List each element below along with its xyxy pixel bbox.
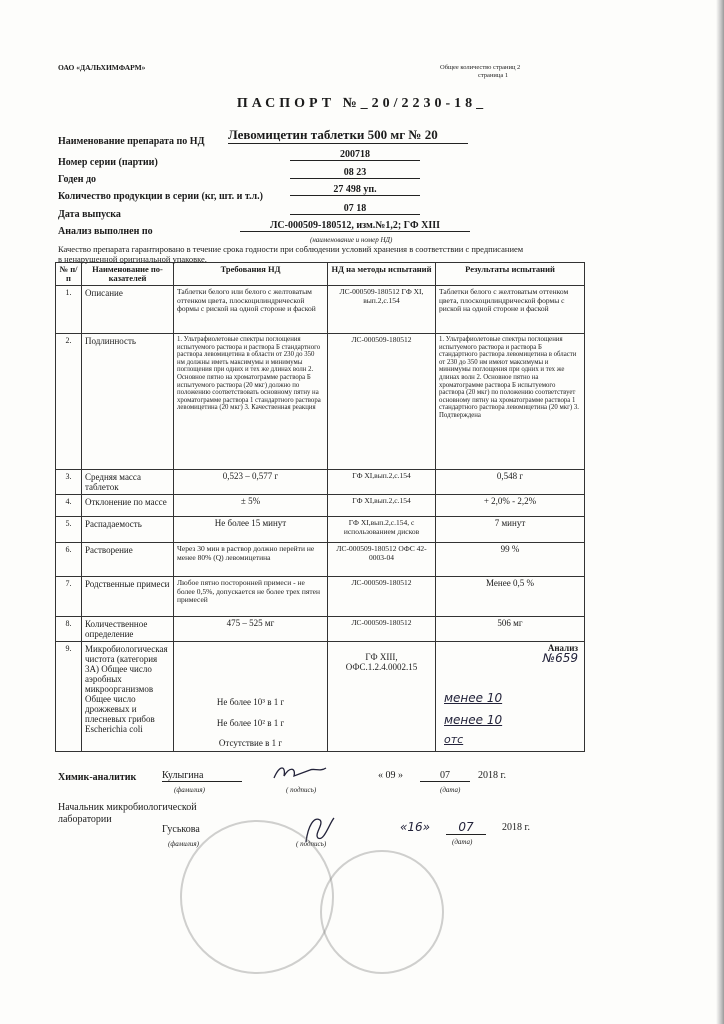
row-result: 506 мг bbox=[436, 617, 585, 642]
analysis-number: №659 bbox=[542, 651, 578, 665]
chemist-date-month: 07 bbox=[420, 770, 470, 782]
row-method: ГФ XI,вып.2,с.154, с использованием дисков bbox=[328, 517, 436, 543]
micro-head-date-day: «16» bbox=[400, 820, 431, 834]
chemist-sign-caption: ( подпись) bbox=[286, 786, 317, 794]
micro-head-date-year: 2018 г. bbox=[502, 822, 530, 833]
table-row bbox=[56, 470, 585, 495]
table-row bbox=[56, 642, 585, 752]
scan-edge bbox=[716, 0, 724, 1024]
col-header-indicator: Наименование по-казателей bbox=[82, 263, 174, 286]
chemist-name: Кулыгина bbox=[162, 770, 242, 782]
row-result bbox=[436, 642, 585, 752]
field-label-series: Номер серии (партии) bbox=[58, 157, 158, 168]
spec-table bbox=[55, 262, 585, 752]
col-header-number: № п/п bbox=[56, 263, 82, 286]
field-label-release-date: Дата выпуска bbox=[58, 209, 121, 220]
table-row bbox=[56, 617, 585, 642]
row-requirement: 1. Ультрафиолетовые спектры поглощения испытуемого раствора и раствора Б стандартного раствора левомицетина в области от 230 до 350 нм должны иметь максимумы и минимумы поглощения при одних и тех же длинах волн 2. Основное пятно на хроматограмме раствора Б испытуемого раствора (20 мкг) должно по положению соответствовать основному пятну на хроматограмме раствора 1 стандартного раствора левомицетина (20 мкг) 3. Качественная реакция bbox=[174, 334, 328, 470]
row-requirement: Через 30 мин в раствор должно перейти не менее 80% (Q) левомицетина bbox=[174, 543, 328, 577]
row-indicator: Растворение bbox=[82, 543, 174, 577]
field-value-analysis: ЛС-000509-180512, изм.№1,2; ГФ XIII bbox=[240, 220, 470, 232]
row-requirement bbox=[174, 642, 328, 752]
nd-note: (наименование и номер НД) bbox=[310, 236, 393, 244]
row-result: 1. Ультрафиолетовые спектры поглощения испытуемого раствора и раствора Б стандартного раствора левомицетина в области от 230 до 350 нм имеют максимумы и минимумы поглощения при одних и тех же длинах волн 2. Основное пятно на хроматограмме раствора Б испытуемого раствора (20 мкг) по положению соответствует основному пятну на хроматограмме раствора 1 стандартного раствора левомицетина (20 мкг) 3. Подтверждена bbox=[436, 334, 585, 470]
table-row bbox=[56, 286, 585, 334]
micro-yeast-result: менее 10 bbox=[444, 713, 503, 727]
row-method: ЛС-000509-180512 bbox=[328, 577, 436, 617]
chemist-name-caption: (фамилия) bbox=[174, 786, 205, 794]
row-requirement: Не более 15 минут bbox=[174, 517, 328, 543]
row-number: 1. bbox=[56, 286, 82, 334]
row-indicator: Микробиологическая чистота (категория 3А) Общее число аэробных микроорганизмов Общее число дрожжевых и плесневых грибов Escherichia coli bbox=[82, 642, 174, 752]
row-number: 3. bbox=[56, 470, 82, 495]
analysis-label: Анализ bbox=[547, 643, 578, 653]
chemist-date-caption: (дата) bbox=[440, 786, 461, 794]
micro-head-date-month: 07 bbox=[446, 820, 486, 835]
field-value-series: 200718 bbox=[290, 149, 420, 161]
table-row bbox=[56, 334, 585, 470]
row-method: ЛС-000509-180512 bbox=[328, 617, 436, 642]
row-indicator: Средняя масса таблеток bbox=[82, 470, 174, 495]
table-row bbox=[56, 495, 585, 517]
stamp-icon bbox=[180, 820, 334, 974]
row-method: ГФ XI,вып.2,с.154 bbox=[328, 495, 436, 517]
row-indicator: Количественное определение bbox=[82, 617, 174, 642]
row-method: ЛС-000509-180512 bbox=[328, 334, 436, 470]
row-result: 7 минут bbox=[436, 517, 585, 543]
row-method: ЛС-000509-180512 ГФ XI, вып.2,с.154 bbox=[328, 286, 436, 334]
row-method: ГФ XI,вып.2,с.154 bbox=[328, 470, 436, 495]
row-result: Таблетки белого с желтоватым оттенком цвета, плоскоцилиндрической формы с риской на одной стороне и фаской bbox=[436, 286, 585, 334]
row-method: ГФ XIII, ОФС.1.2.4.0002.15 bbox=[328, 642, 436, 752]
field-value-expiry: 08 23 bbox=[290, 167, 420, 179]
passport-title: ПАСПОРТ №_20/2230-18_ bbox=[236, 96, 488, 111]
field-value-drug: Левомицетин таблетки 500 мг № 20 bbox=[228, 127, 468, 144]
row-indicator: Родственные примеси bbox=[82, 577, 174, 617]
row-method: ЛС-000509-180512 ОФС 42-0003-04 bbox=[328, 543, 436, 577]
micro-head-sign-caption: ( подпись) bbox=[296, 840, 327, 848]
micro-yeast-req: Не более 10² в 1 г bbox=[216, 718, 285, 728]
row-result: 99 % bbox=[436, 543, 585, 577]
col-header-methods: НД на методы испытаний bbox=[328, 263, 436, 286]
field-value-release-date: 07 18 bbox=[290, 203, 420, 215]
micro-head-name: Гуськова bbox=[162, 824, 200, 835]
row-number: 2. bbox=[56, 334, 82, 470]
row-number: 9. bbox=[56, 642, 82, 752]
row-requirement: 0,523 – 0,577 г bbox=[174, 470, 328, 495]
row-number: 4. bbox=[56, 495, 82, 517]
table-header-row bbox=[56, 263, 585, 286]
micro-aerobic-req: Не более 10³ в 1 г bbox=[216, 697, 285, 707]
field-label-drug: Наименование препарата по НД bbox=[58, 136, 205, 147]
row-requirement: ± 5% bbox=[174, 495, 328, 517]
micro-aerobic-result: менее 10 bbox=[444, 691, 503, 705]
field-label-expiry: Годен до bbox=[58, 174, 97, 185]
micro-ecoli-result: отс bbox=[444, 733, 464, 746]
row-result: 0,548 г bbox=[436, 470, 585, 495]
page-number: страница 1 bbox=[478, 72, 509, 79]
col-header-results: Результаты испытаний bbox=[436, 263, 585, 286]
total-pages: Общее количество страниц 2 bbox=[440, 64, 521, 71]
table-row bbox=[56, 577, 585, 617]
row-indicator: Отклонение по массе bbox=[82, 495, 174, 517]
field-label-analysis: Анализ выполнен по bbox=[58, 226, 153, 237]
row-indicator: Описание bbox=[82, 286, 174, 334]
chemist-signature-icon bbox=[270, 760, 330, 784]
micro-head-label: Начальник микробиологической лаборатории bbox=[58, 802, 197, 825]
row-requirement: 475 – 525 мг bbox=[174, 617, 328, 642]
row-number: 6. bbox=[56, 543, 82, 577]
chemist-label: Химик-аналитик bbox=[58, 772, 137, 783]
row-result: + 2,0% - 2,2% bbox=[436, 495, 585, 517]
row-requirement: Таблетки белого или белого с желтоватым оттенком цвета, плоскоцилиндрической формы с риской на одной стороне и фаской bbox=[174, 286, 328, 334]
chemist-date-year: 2018 г. bbox=[478, 770, 506, 781]
row-number: 7. bbox=[56, 577, 82, 617]
row-number: 5. bbox=[56, 517, 82, 543]
lab-stamp-icon bbox=[320, 850, 444, 974]
quality-note: Качество препарата гарантировано в течение срока годности при соблюдении условий хранения в соответствии с предписанием в ненарушенной оригинальной упаковке. bbox=[58, 244, 524, 264]
chemist-date-day: « 09 » bbox=[378, 770, 403, 781]
company-name: ОАО «ДАЛЬХИМФАРМ» bbox=[58, 63, 146, 72]
row-requirement: Любое пятно посторонней примеси - не более 0,5%, допускается не более трех пятен примесей bbox=[174, 577, 328, 617]
field-value-quantity: 27 498 уп. bbox=[290, 184, 420, 196]
table-row bbox=[56, 517, 585, 543]
col-header-requirements: Требования НД bbox=[174, 263, 328, 286]
row-number: 8. bbox=[56, 617, 82, 642]
table-row bbox=[56, 543, 585, 577]
row-result: Менее 0,5 % bbox=[436, 577, 585, 617]
micro-ecoli-req: Отсутствие в 1 г bbox=[218, 738, 283, 748]
field-label-quantity: Количество продукции в серии (кг, шт. и т.л.) bbox=[58, 191, 263, 202]
row-indicator: Распадаемость bbox=[82, 517, 174, 543]
micro-head-name-caption: (фамилия) bbox=[168, 840, 199, 848]
row-indicator: Подлинность bbox=[82, 334, 174, 470]
micro-head-date-caption: (дата) bbox=[452, 838, 473, 846]
